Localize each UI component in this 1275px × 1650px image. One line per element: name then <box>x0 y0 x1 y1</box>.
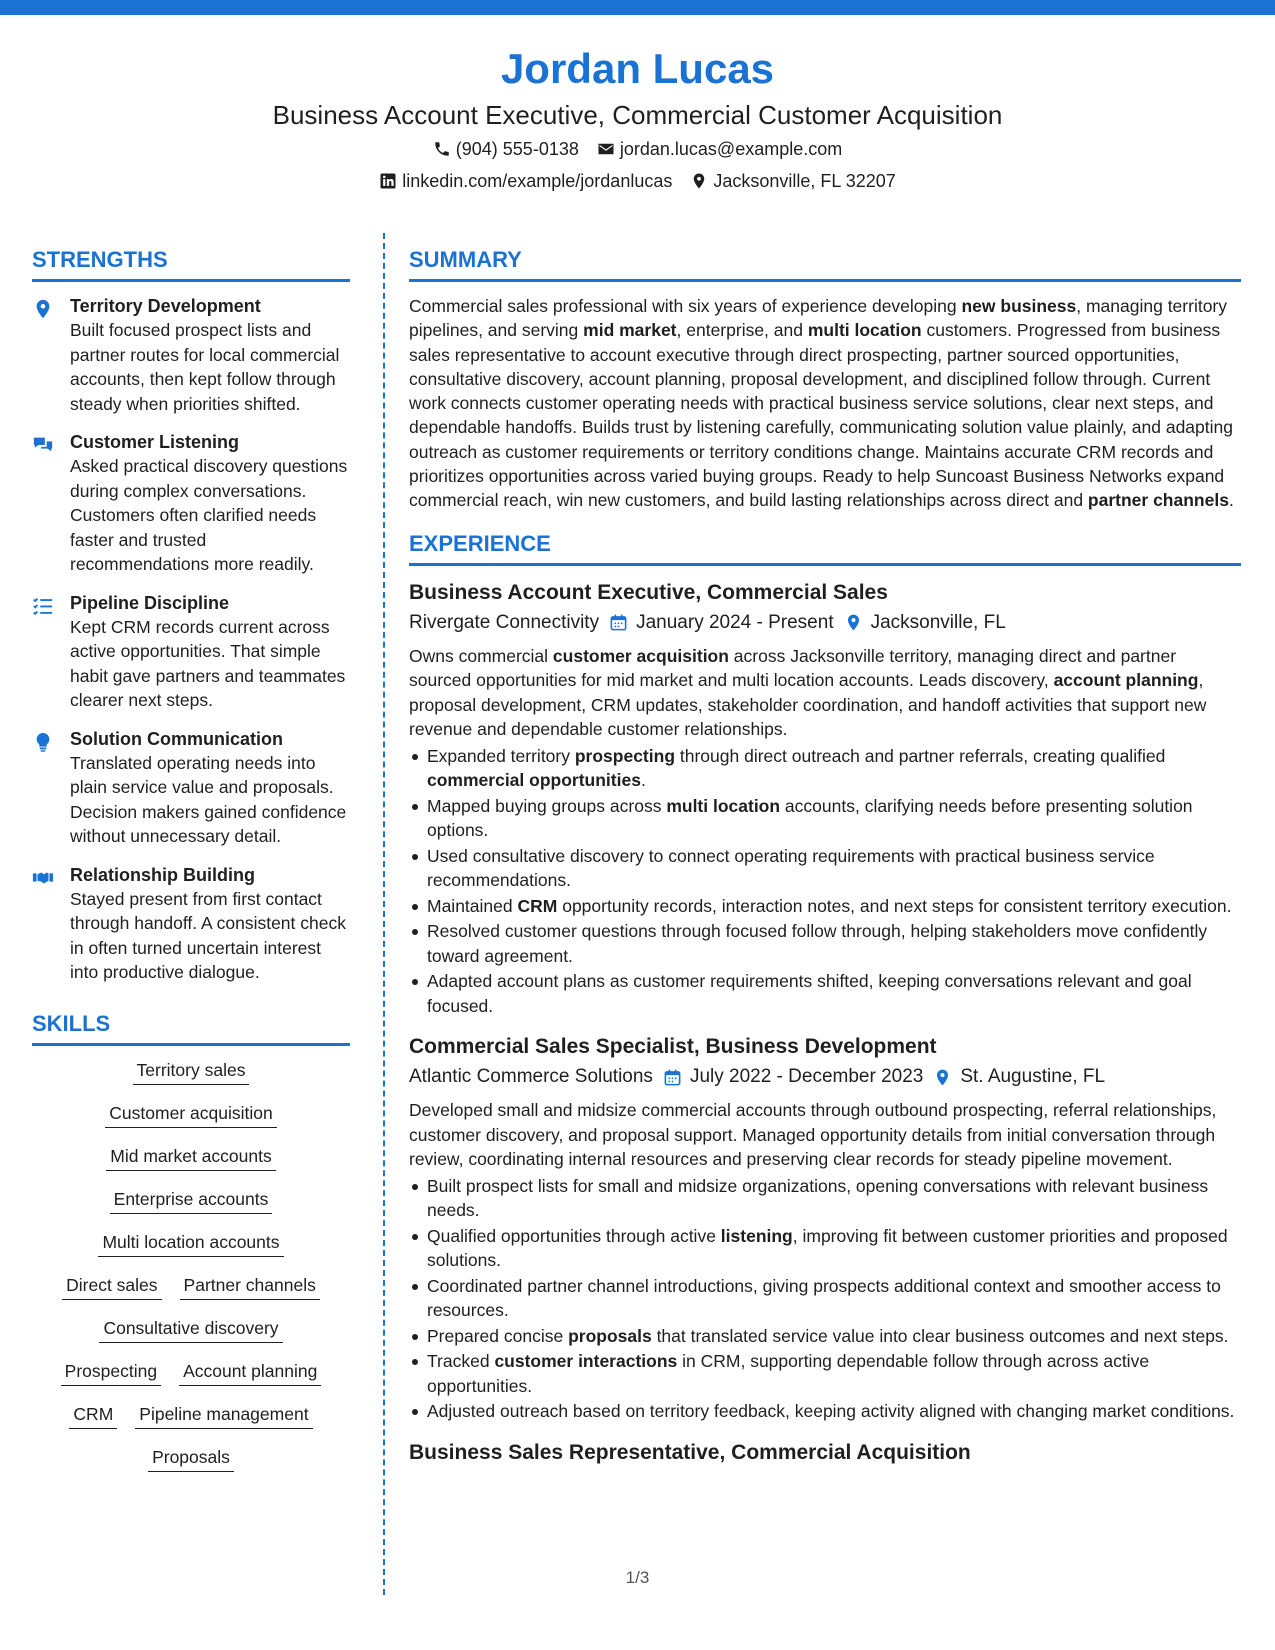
skill-row <box>32 1144 350 1171</box>
text-segment: Maintained <box>427 895 518 916</box>
text-segment: in CRM, supporting dependable follow through across active opportunities. <box>427 1351 1150 1396</box>
jobs-list <box>409 578 1241 1468</box>
contact-row-2 <box>0 166 1275 196</box>
skill-tag: Direct sales <box>62 1273 161 1300</box>
job-bullet <box>409 894 1241 919</box>
calendar-icon <box>609 613 628 632</box>
strength-body <box>70 430 350 577</box>
map-pin-icon <box>690 172 708 190</box>
skill-row <box>32 1101 350 1128</box>
text-segment: , proposal development, CRM updates, stakeholder coordination, and handoff activities that support new revenue and dependable customer relationships. <box>409 670 1207 740</box>
strength-title: Territory Development <box>70 296 261 316</box>
summary-heading: SUMMARY <box>409 243 1241 282</box>
experience-heading: EXPERIENCE <box>409 527 1241 566</box>
skill-tag: Multi location accounts <box>98 1230 283 1257</box>
text-segment: Resolved customer questions through focused follow through, helping stakeholders move confidently toward agreement. <box>427 921 1208 966</box>
job-bullets <box>409 1174 1241 1424</box>
strength-desc: Translated operating needs into plain service value and proposals. Decision makers gained confidence without unnecessary detail. <box>70 752 347 846</box>
strength-icon-wrap <box>32 863 58 985</box>
bold-keyword: prospecting <box>574 745 676 766</box>
contact-email <box>597 134 842 164</box>
text-segment: , enterprise, and <box>676 320 808 341</box>
text-segment: Adjusted outreach based on territory feedback, keeping activity aligned with changing market conditions. <box>427 1401 1235 1422</box>
skill-tag: Account planning <box>179 1359 321 1386</box>
skill-tag: Mid market accounts <box>106 1144 275 1171</box>
job-dates-wrap <box>663 1062 923 1092</box>
skill-tag: Proposals <box>148 1445 234 1472</box>
skill-row <box>32 1058 350 1085</box>
skill-tag: Territory sales <box>133 1058 250 1085</box>
job-bullet <box>409 1274 1241 1323</box>
strengths-heading: STRENGTHS <box>32 243 350 282</box>
text-segment: accounts, clarifying needs before presenting solution options. <box>427 795 1193 841</box>
skill-tag: Enterprise accounts <box>110 1187 273 1214</box>
bold-keyword: commercial opportunities <box>427 770 641 791</box>
job-bullet <box>409 969 1241 1018</box>
job-meta <box>409 608 1241 638</box>
strength-item <box>32 863 350 985</box>
job-bullet <box>409 919 1241 968</box>
text-segment: Developed small and midsize commercial accounts through outbound prospecting, referral relationships, customer discovery, and proposal support. Managed opportunity details from initial conversation through review, coordinating internal resources and preserving clear records for steady pipeline movement. <box>409 1100 1217 1170</box>
strength-desc: Built focused prospect lists and partner routes for local commercial accounts, then kept follow through steady when priorities shifted. <box>70 320 340 414</box>
candidate-title: Business Account Executive, Commercial Customer Acquisition <box>272 100 1003 130</box>
bold-keyword: customer interactions <box>494 1351 678 1372</box>
text-segment: . <box>640 770 646 791</box>
job-bullet <box>409 1349 1241 1398</box>
bold-keyword: multi location <box>666 795 781 816</box>
text-segment: Built prospect lists for small and midsize organizations, opening conversations with relevant business needs. <box>427 1175 1209 1221</box>
strength-item <box>32 430 350 577</box>
job-company: Rivergate Connectivity <box>409 611 600 633</box>
candidate-name: Jordan Lucas <box>500 45 775 92</box>
phone-text[interactable]: (904) 555-0138 <box>455 139 579 159</box>
strength-item <box>32 727 350 849</box>
job-location-wrap <box>844 608 1006 638</box>
job-entry <box>409 1438 1241 1468</box>
linkedin-icon <box>379 172 397 190</box>
chat-bubbles-icon <box>32 434 54 456</box>
job-description <box>409 1098 1241 1172</box>
job-dates-wrap <box>609 608 834 638</box>
skill-tag: Partner channels <box>180 1273 320 1300</box>
map-pin-icon <box>933 1068 952 1087</box>
text-segment: customers. Progressed from business sales representative to account executive through direct prospecting, partner sourced opportunities, consultative discovery, account planning, proposal development, and disciplined follow through. Current work connects customer operating needs with practical business service solutions, clear next steps, and dependable handoffs. Builds trust by listening carefully, communicating solution value plainly, and adapting outreach as customer requirements or territory conditions change. Maintains accurate CRM records and prioritizes opportunities across varied buying groups. Ready to help Suncoast Business Networks expand commercial reach, win new customers, and build lasting relationships across direct and <box>409 320 1233 511</box>
bold-keyword: account planning <box>1053 670 1199 691</box>
strength-desc: Kept CRM records current across active opportunities. That simple habit gave partners and teammates clearer next steps. <box>70 616 346 710</box>
column-divider <box>383 233 385 1595</box>
contact-linkedin <box>379 166 672 196</box>
text-segment: Qualified opportunities through active <box>427 1225 721 1246</box>
skill-tag: CRM <box>69 1402 117 1429</box>
skill-row <box>32 1187 350 1214</box>
email-text[interactable]: jordan.lucas@example.com <box>619 139 843 159</box>
contact-phone <box>433 134 579 164</box>
top-accent-bar <box>0 0 1275 15</box>
text-segment: Expanded territory <box>427 745 575 766</box>
contact-row-1 <box>0 134 1275 164</box>
skill-tag: Customer acquisition <box>105 1101 276 1128</box>
job-bullet <box>409 844 1241 893</box>
strength-title: Relationship Building <box>70 864 255 885</box>
text-segment: Tracked <box>427 1351 495 1372</box>
job-entry <box>409 1032 1241 1424</box>
skill-row <box>32 1316 350 1343</box>
checklist-icon <box>32 595 54 617</box>
handshake-icon <box>32 867 54 889</box>
job-location: Jacksonville, FL <box>870 611 1006 633</box>
text-segment: , managing territory pipelines, and serving <box>409 296 1228 341</box>
skill-tag: Consultative discovery <box>99 1316 282 1343</box>
text-segment: that translated service value into clear business outcomes and next steps. <box>651 1325 1229 1346</box>
text-segment: Coordinated partner channel introductions, giving prospects additional context and smoother access to resources. <box>427 1275 1221 1321</box>
summary-text <box>409 294 1241 513</box>
text-segment: Mapped buying groups across <box>427 795 667 816</box>
bold-keyword: partner channels <box>1087 490 1229 511</box>
job-entry <box>409 578 1241 1019</box>
resume-header <box>0 42 1275 196</box>
text-segment: , improving fit between customer priorities and proposed solutions. <box>427 1225 1228 1271</box>
job-dates: July 2022 - December 2023 <box>689 1066 924 1088</box>
strength-icon-wrap <box>32 294 58 416</box>
text-segment: Adapted account plans as customer requirements shifted, keeping conversations relevant and goal focused. <box>427 971 1192 1016</box>
job-bullet <box>409 744 1241 793</box>
calendar-icon <box>663 1068 682 1087</box>
strength-body <box>70 294 350 416</box>
job-location: St. Augustine, FL <box>960 1066 1106 1088</box>
strength-icon-wrap <box>32 430 58 577</box>
skill-row <box>32 1359 350 1386</box>
job-title: Business Account Executive, Commercial Sales <box>409 580 888 604</box>
job-bullet <box>409 1324 1241 1349</box>
job-bullet <box>409 794 1241 843</box>
bold-keyword: listening <box>720 1225 793 1246</box>
job-location-wrap <box>933 1062 1105 1092</box>
bold-keyword: multi location <box>807 320 922 341</box>
text-segment: Used consultative discovery to connect operating requirements with practical business service recommendations. <box>427 845 1155 891</box>
phone-icon <box>433 140 451 158</box>
strength-body <box>70 591 350 713</box>
text-segment: across Jacksonville territory, managing direct and partner sourced opportunities for mid market and multi location accounts. Leads discovery, <box>409 645 1177 691</box>
lightbulb-icon <box>32 731 54 753</box>
job-bullet <box>409 1224 1241 1273</box>
text-segment: Commercial sales professional with six years of experience developing <box>409 296 962 316</box>
text-segment: . <box>1228 490 1234 511</box>
skill-row <box>32 1402 350 1429</box>
strength-desc: Asked practical discovery questions during complex conversations. Customers often clarified needs faster and trusted recommendations more readily. <box>70 456 348 574</box>
strength-item <box>32 294 350 416</box>
bold-keyword: proposals <box>568 1325 652 1346</box>
right-column <box>409 243 1241 1482</box>
bold-keyword: mid market <box>583 320 677 341</box>
job-description <box>409 644 1241 742</box>
envelope-icon <box>597 140 615 158</box>
skill-row <box>32 1273 350 1300</box>
strengths-list <box>32 294 350 985</box>
map-pin-icon <box>32 298 54 320</box>
skills-list <box>32 1058 350 1472</box>
job-bullet <box>409 1174 1241 1223</box>
job-dates: January 2024 - Present <box>636 611 834 633</box>
job-bullets <box>409 744 1241 1019</box>
strength-title: Customer Listening <box>70 432 240 452</box>
skill-row <box>32 1230 350 1257</box>
strength-icon-wrap <box>32 727 58 849</box>
strength-desc: Stayed present from first contact through handoff. A consistent check in often turned uncertain interest into productive dialogue. <box>70 888 346 982</box>
strength-item <box>32 591 350 713</box>
bold-keyword: customer acquisition <box>552 645 729 666</box>
strength-icon-wrap <box>32 591 58 713</box>
bold-keyword: new business <box>961 296 1077 316</box>
job-bullet <box>409 1399 1241 1424</box>
strength-title: Pipeline Discipline <box>70 592 230 613</box>
job-company: Atlantic Commerce Solutions <box>409 1066 653 1088</box>
skills-heading: SKILLS <box>32 1007 350 1046</box>
location-text: Jacksonville, FL 32207 <box>713 171 896 191</box>
job-title: Business Sales Representative, Commercial Acquisition <box>409 1440 971 1464</box>
text-segment: opportunity records, interaction notes, and next steps for consistent territory execution. <box>557 895 1232 916</box>
skill-row <box>32 1445 350 1472</box>
map-pin-icon <box>844 613 863 632</box>
linkedin-text[interactable]: linkedin.com/example/jordanlucas <box>402 171 673 191</box>
skill-tag: Prospecting <box>61 1359 161 1386</box>
page-number: 1/3 <box>625 1568 650 1587</box>
strength-body <box>70 727 350 849</box>
job-meta <box>409 1062 1241 1092</box>
text-segment: through direct outreach and partner referrals, creating qualified <box>675 745 1166 766</box>
bold-keyword: CRM <box>517 895 558 916</box>
strength-title: Solution Communication <box>70 728 283 749</box>
left-column <box>32 243 350 1488</box>
text-segment: Owns commercial <box>409 645 553 666</box>
job-title: Commercial Sales Specialist, Business Development <box>409 1035 937 1059</box>
strength-body <box>70 863 350 985</box>
skill-tag: Pipeline management <box>135 1402 312 1429</box>
contact-location <box>690 166 895 196</box>
text-segment: Prepared concise <box>427 1325 569 1346</box>
